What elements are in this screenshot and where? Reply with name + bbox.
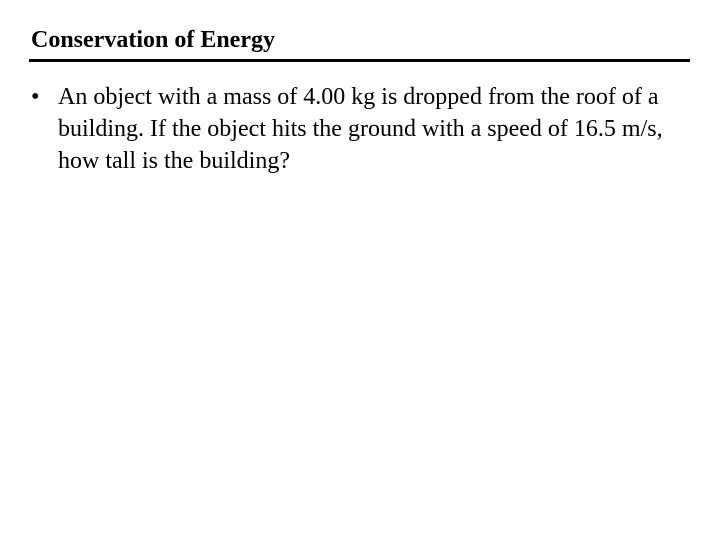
bullet-text: An object with a mass of 4.00 kg is dropped from the roof of a building. If the object hits the ground with a speed of 16.5 m/s, how tall is the building? — [58, 84, 663, 174]
slide-title: Conservation of Energy — [31, 27, 275, 53]
bullet-item — [31, 81, 691, 177]
bullet-marker: • — [31, 84, 40, 110]
bullet-list — [31, 81, 691, 177]
title-underline — [29, 59, 690, 62]
